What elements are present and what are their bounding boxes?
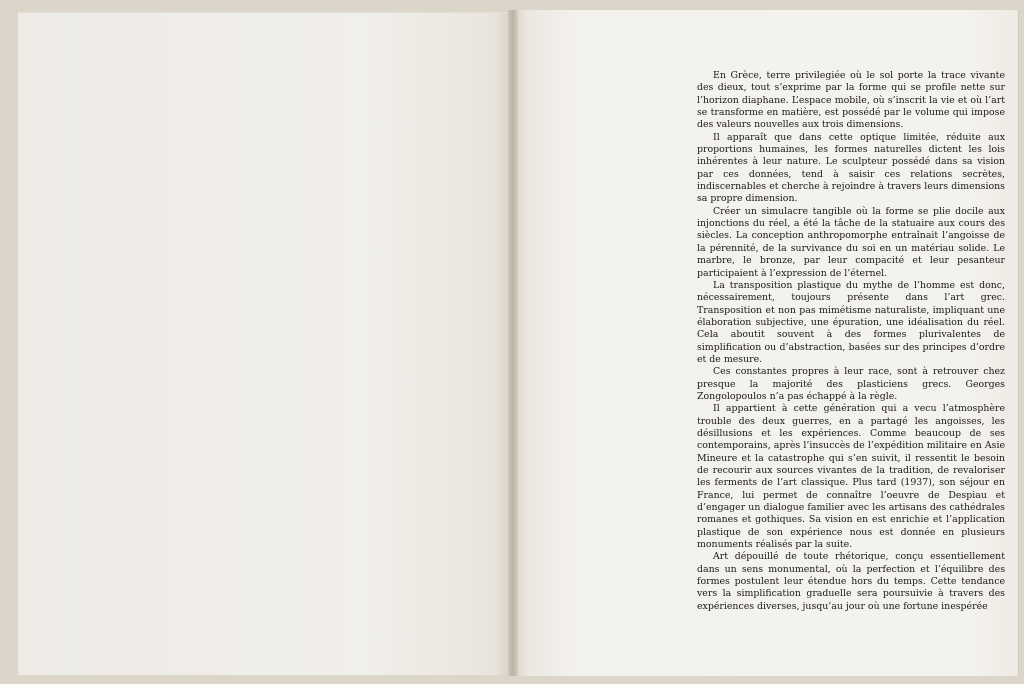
paragraph-1: En Grèce, terre privilegiée où le sol porte la trace vivante des dieux, tout s’exprime par la forme qui se profile nette sur l’horizon diaphane. L’espace mobile, où s’inscrit la vie et où l’art se transforme en matière, est possédé par le volume qui impose des valeurs nouvelles aux trois dimensions. (697, 70, 1005, 131)
paragraph-6: Il appartient à cette génération qui a vecu l’atmosphère trouble des deux guerres, en a partagé les angoisses, les désillusions et les expériences. Comme beaucoup de ses contemporains, après l’insuccès de l’expédition militaire en Asie Mineure et la catastrophe qui s’en suivit, il ressentit le besoin de recourir aux sources vivantes de la tradition, de revaloriser les ferments de l’art classique. Plus tard (1937), son séjour en France, lui permet de connaître l’oeuvre de Despiau et d’engager un dialogue familier avec les artisans des cathédrales romanes et gothiques. Sa vision en est enrichie et l’application plastique de son expérience nous est donnée en plusieurs monuments réalisés par la suite. (697, 403, 1005, 551)
paragraph-2: Il apparaît que dans cette optique limitée, réduite aux proportions humaines, les formes naturelles dictent les lois inhérentes à leur nature. Le sculpteur possédé dans sa vision par ces données, tend à saisir ces relations secrètes, indiscernables et cherche à rejoindre à travers leurs dimensions sa propre dimension. (697, 131, 1005, 205)
paragraph-3: Créer un simulacre tangible où la forme se plie docile aux injonctions du réel, a été la tâche de la statuaire aux cours des siècles. La conception anthropomorphe entraînait l’angoisse de la pérennité, de la survivance du soi en un matériau solide. Le marbre, le bronze, par leur compacité et leur pesanteur participaient à l’expression de l’éternel. (697, 205, 1005, 279)
paragraph-4: La transposition plastique du mythe de l’homme est donc, nécessairement, toujours présente dans l’art grec. Transposition et non pas mimétisme naturaliste, impliquant une élaboration subjective, une épuration, une idéalisation du réel. Cela aboutit souvent à des formes plurivalentes de simplification ou d’abstraction, basées sur des principes d’ordre et de mesure. (697, 279, 1005, 365)
book-gutter (508, 10, 518, 676)
paragraph-7: Art dépouillé de toute rhétorique, conçu essentiellement dans un sens monumental, où la perfection et l’équilibre des formes postulent leur étendue hors du temps. Cette tendance vers la simplification graduelle sera poursuivie à travers des expériences diverses, jusqu’au jour où une fortune inespérée (697, 551, 1005, 612)
left-page-blank (18, 12, 513, 675)
right-page (513, 10, 1019, 676)
paragraph-5: Ces constantes propres à leur race, sont à retrouver chez presque la majorité des plasticiens grecs. Georges Zongolopoulos n’a pas échappé à la règle. (697, 366, 1005, 402)
body-text (697, 70, 1005, 613)
